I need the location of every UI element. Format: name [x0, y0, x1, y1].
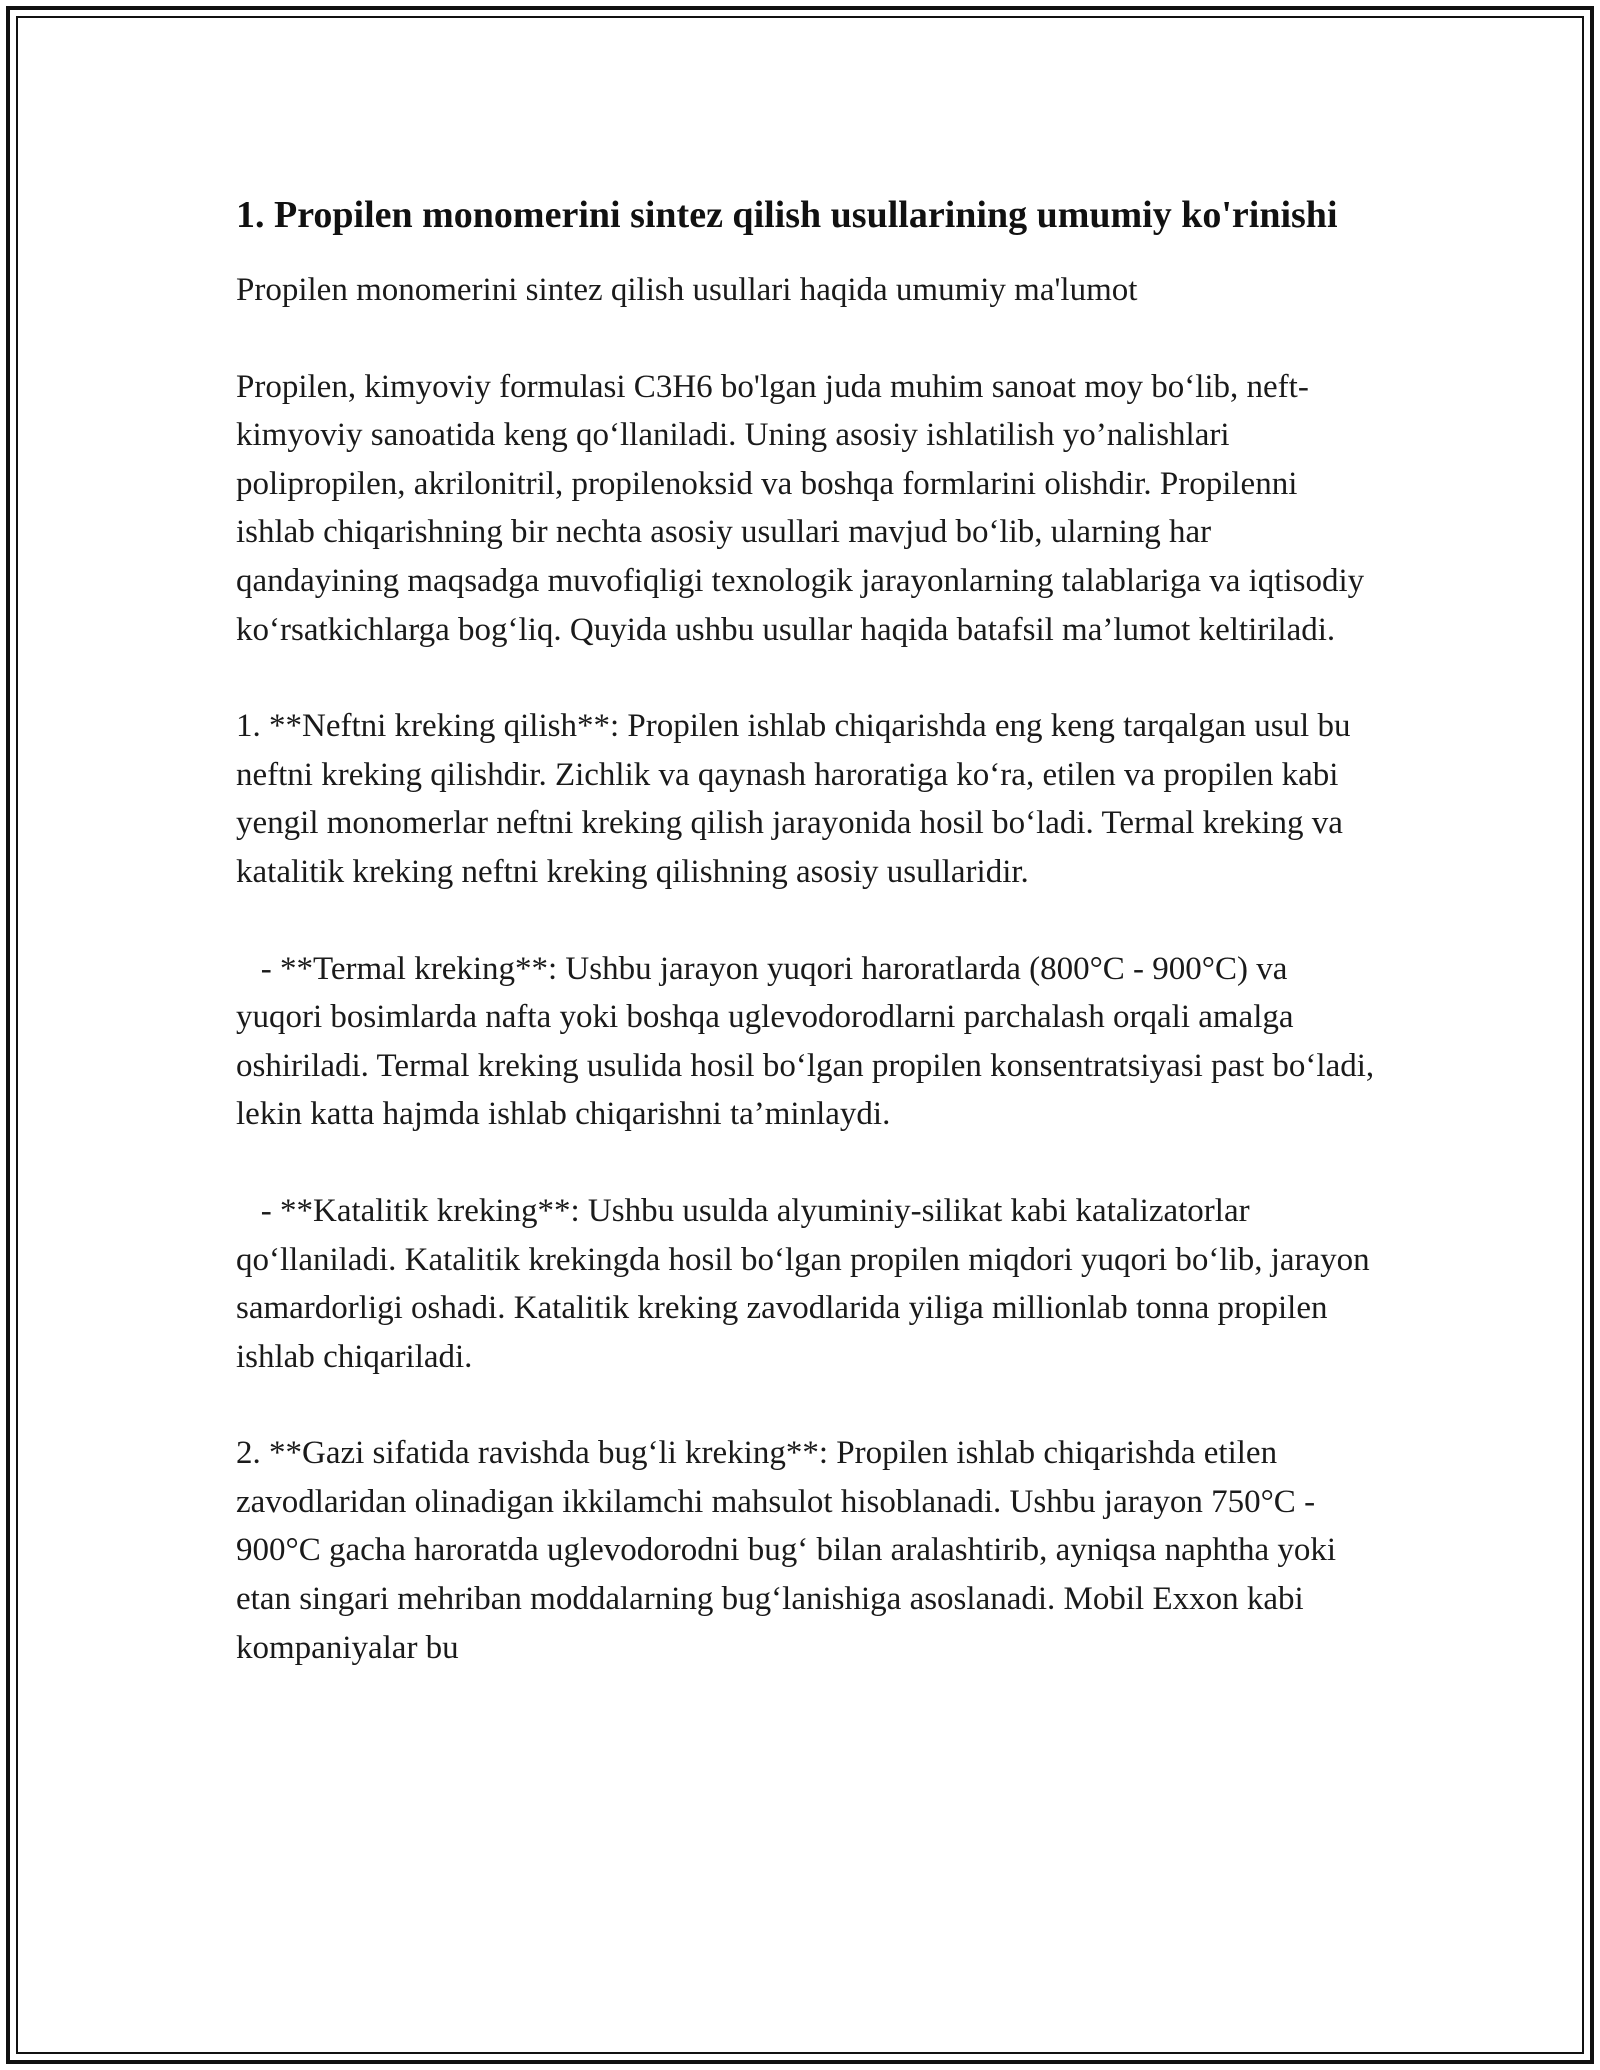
- paragraph-spacer: [236, 654, 1376, 702]
- katalitik-kreking-paragraph: - **Katalitik kreking**: Ushbu usulda alyuminiy-silikat kabi katalizatorlar qo‘llaniladi. Katalitik krekingda hosil bo‘lgan propilen miqdori yuqori bo‘lib, jarayon samardorligi oshadi. Katalitik kreking zavodlarida yiliga millionlab tonna propilen ishlab chiqariladi.: [236, 1192, 1378, 1375]
- paragraph-spacer: [236, 1139, 1376, 1187]
- paragraph-spacer: [236, 1381, 1376, 1429]
- termal-kreking-paragraph: - **Termal kreking**: Ushbu jarayon yuqori haroratlarda (800°C - 900°C) va yuqori bosimlarda nafta yoki boshqa uglevodorodlarni parchalash orqali amalga oshiriladi. Termal kreking usulida hosil bo‘lgan propilen konsentratsiyasi past bo‘ladi, lekin katta hajmda ishlab chiqarishni ta’minlaydi.: [236, 950, 1383, 1133]
- paragraph-spacer: [236, 897, 1376, 945]
- document-page: [236, 188, 1383, 1672]
- overview-paragraph: Propilen, kimyoviy formulasi C3H6 bo'lgan juda muhim sanoat moy bo‘lib, neft-kimyoviy sanoatida keng qo‘llaniladi. Uning asosiy ishlatilish yo’nalishlari polipropilen, akrilonitril, propilenoksid va boshqa formlarini olishdir. Propilenni ishlab chiqarishning bir nechta asosiy usullari mavjud bo‘lib, ularning har qandayining maqsadga muvofiqligi texnologik jarayonlarning talablariga va iqtisodiy ko‘rsatkichlarga bog‘liq. Quyida ushbu usullar haqida batafsil ma’lumot keltiriladi.: [236, 368, 1373, 648]
- section-heading: 1. Propilen monomerini sintez qilish usullarining umumiy ko'rinishi: [236, 194, 1338, 236]
- method-2-paragraph: 2. **Gazi sifatida ravishda bug‘li kreking**: Propilen ishlab chiqarishda etilen zavodlaridan olinadigan ikkilamchi mahsulot hisoblanadi. Ushbu jarayon 750°C - 900°C gacha haroratda uglevodorodni bug‘ bilan aralashtirib, ayniqsa naphtha yoki etan singari mehriban moddalarning bug‘lanishiga asoslanadi. Mobil Exxon kabi kompaniyalar bu: [236, 1435, 1345, 1666]
- paragraph-spacer: [236, 315, 1376, 363]
- intro-paragraph: Propilen monomerini sintez qilish usullari haqida umumiy ma'lumot: [236, 272, 1138, 308]
- method-1-paragraph: 1. **Neftni kreking qilish**: Propilen ishlab chiqarishda eng keng tarqalgan usul bu neftni kreking qilishdir. Zichlik va qaynash haroratiga ko‘ra, etilen va propilen kabi yengil monomerlar neftni kreking qilish jarayonida hosil bo‘ladi. Termal kreking va katalitik kreking neftni kreking qilishning asosiy usullaridir.: [236, 708, 1359, 890]
